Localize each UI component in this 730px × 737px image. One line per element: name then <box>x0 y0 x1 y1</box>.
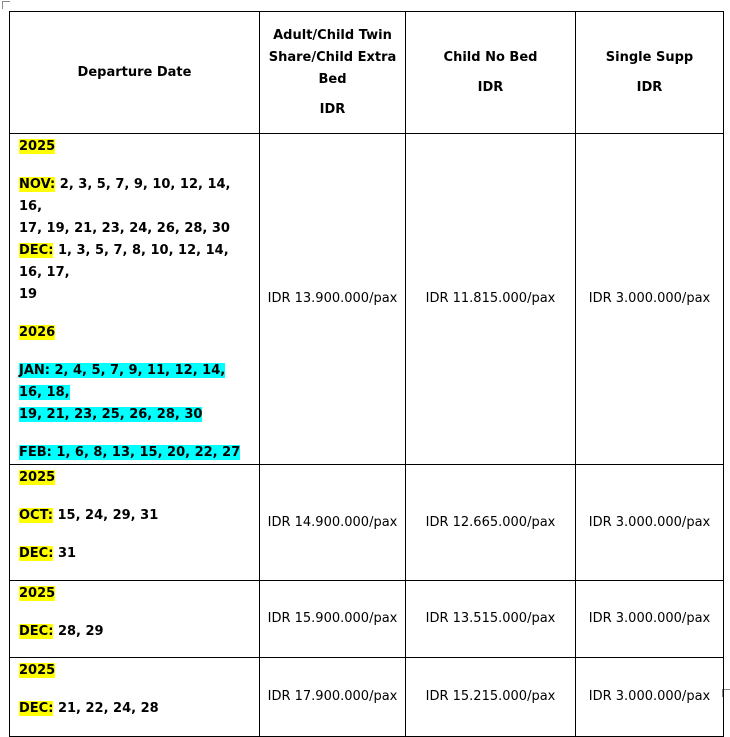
year-label: 2026 <box>19 325 56 340</box>
header-departure-label: Departure Date <box>77 64 192 80</box>
header-child-currency: IDR <box>477 79 504 95</box>
header-child-no-bed <box>406 12 576 134</box>
month-label-dec: DEC: <box>19 243 54 258</box>
dates-jan-line: 19, 21, 23, 25, 26, 28, 30 <box>19 407 203 422</box>
dates-text: 28, 29 <box>53 624 104 639</box>
table-row <box>10 658 724 737</box>
child-price: IDR 12.665.000/pax <box>406 465 576 581</box>
header-twin-line: Share/Child Extra <box>268 49 397 65</box>
month-label-dec: DEC: <box>19 546 54 561</box>
table-row <box>10 581 724 658</box>
dates-text: 1, 3, 5, 7, 8, 10, 12, 14, 16, 17, <box>19 243 229 280</box>
dates-jan-line: JAN: 2, 4, 5, 7, 9, 11, 12, 14, 16, 18, <box>19 363 226 400</box>
header-twin-currency: IDR <box>319 101 346 117</box>
single-price: IDR 3.000.000/pax <box>576 465 724 581</box>
header-single-supp <box>576 12 724 134</box>
month-label-dec: DEC: <box>19 701 54 716</box>
table-row <box>10 134 724 465</box>
child-price: IDR 13.515.000/pax <box>406 581 576 658</box>
price-table <box>9 11 724 737</box>
single-price: IDR 3.000.000/pax <box>576 658 724 737</box>
year-label: 2025 <box>19 586 56 601</box>
dates-text: 2, 3, 5, 7, 9, 10, 12, 14, 16, <box>19 177 231 214</box>
twin-price: IDR 13.900.000/pax <box>260 134 406 465</box>
single-price: IDR 3.000.000/pax <box>576 581 724 658</box>
departure-dates-cell <box>10 134 260 465</box>
table-row <box>10 465 724 581</box>
header-single-label: Single Supp <box>605 49 694 65</box>
month-label-oct: OCT: <box>19 508 53 523</box>
twin-price: IDR 14.900.000/pax <box>260 465 406 581</box>
dates-text: 19 <box>19 287 38 302</box>
dates-feb-line: FEB: 1, 6, 8, 13, 15, 20, 22, 27 <box>19 445 241 460</box>
dates-text: 15, 24, 29, 31 <box>52 508 159 523</box>
header-twin-line: Bed <box>318 71 347 87</box>
header-departure-date <box>10 12 260 134</box>
year-label: 2025 <box>19 470 56 485</box>
header-twin-share <box>260 12 406 134</box>
header-single-currency: IDR <box>636 79 663 95</box>
twin-price: IDR 17.900.000/pax <box>260 658 406 737</box>
header-twin-line: Adult/Child Twin <box>273 27 392 43</box>
dates-text: 31 <box>53 546 77 561</box>
year-label: 2025 <box>19 139 56 154</box>
page-corner-mark-top <box>2 1 10 9</box>
month-label-dec: DEC: <box>19 624 54 639</box>
twin-price: IDR 15.900.000/pax <box>260 581 406 658</box>
departure-dates-cell <box>10 658 260 737</box>
departure-dates-cell <box>10 581 260 658</box>
year-label: 2025 <box>19 663 56 678</box>
header-child-label: Child No Bed <box>443 49 538 65</box>
dates-text: 17, 19, 21, 23, 24, 26, 28, 30 <box>19 221 230 236</box>
month-label-nov: NOV: <box>19 177 56 192</box>
child-price: IDR 15.215.000/pax <box>406 658 576 737</box>
single-price: IDR 3.000.000/pax <box>576 134 724 465</box>
departure-dates-cell <box>10 465 260 581</box>
child-price: IDR 11.815.000/pax <box>406 134 576 465</box>
header-row <box>10 12 724 134</box>
dates-text: 21, 22, 24, 28 <box>53 701 159 716</box>
